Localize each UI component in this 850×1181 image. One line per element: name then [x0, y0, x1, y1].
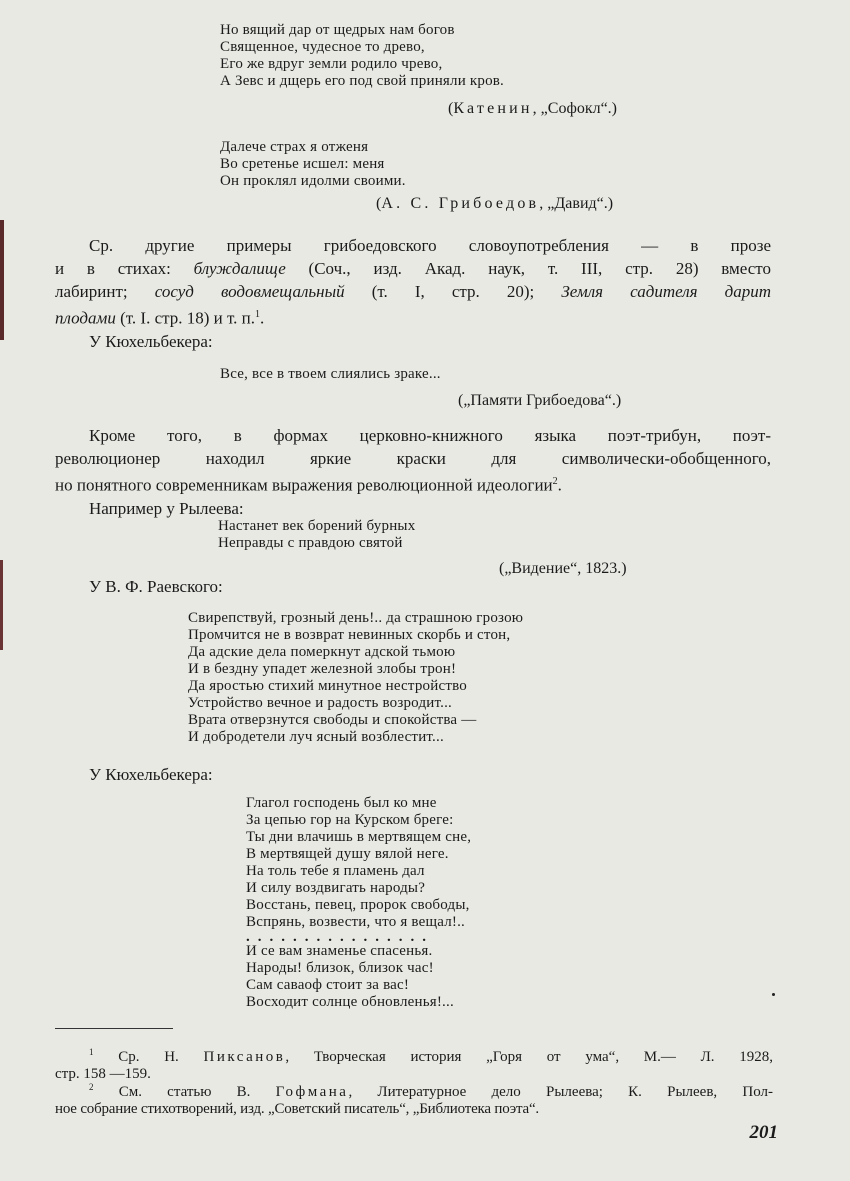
print-speck	[772, 993, 775, 996]
verse-line: И в бездну упадет железной злобы трон!	[188, 661, 457, 677]
verse-line: Да яростью стихий минутное нестройство	[188, 678, 467, 694]
griboedov-attribution: (А. С. Грибоедов, „Давид“.)	[376, 195, 614, 212]
griboedov-verse	[220, 139, 406, 190]
verse-line: Его же вдруг земли родило чрево,	[220, 56, 443, 72]
raevsky-verse	[188, 610, 523, 746]
verse-line: Восходит солнце обновленья!...	[246, 994, 454, 1010]
lead-kuchelbecker-1: У Кюхельбекера:	[89, 332, 213, 351]
text-line: революционер находил яркие краски для символически-обобщенного,	[55, 449, 771, 468]
verse-line: На толь тебе я пламень дал	[246, 863, 425, 879]
footnote-1	[55, 1044, 773, 1083]
text-line: лабиринт; сосуд водовмещальный (т. I, стр. 20); Земля садителя дарит	[55, 282, 771, 301]
work-title: „Давид“.	[547, 195, 608, 212]
footnote-line: $^1$ Ср. Н. Пиксанов, Творческая история „Горя от ума“, М.— Л. 1928,	[89, 1047, 773, 1065]
katenin-verse	[220, 22, 504, 90]
verse-line: Восстань, певец, пророк свободы,	[246, 897, 470, 913]
verse-line: Врата отверзнутся свободы и спокойства —	[188, 712, 477, 728]
verse-line: И силу воздвигать народы?	[246, 880, 426, 896]
paragraph-griboedov-usage	[55, 234, 771, 330]
verse-line: Сам саваоф стоит за вас!	[246, 977, 410, 993]
verse-line: Промчится не в возврат невинных скорбь и стон,	[188, 627, 511, 643]
verse-line: Но вящий дар от щедрых нам богов	[220, 22, 455, 38]
kuchelbecker-verse-1	[220, 366, 441, 383]
text-line: но понятного современникам выражения революционной идеологии$^2$.	[55, 475, 562, 495]
text-line: и в стихах: блуждалище (Соч., изд. Акад. наук, т. III, стр. 28) вместо	[55, 259, 771, 278]
verse-line: За цепью гор на Курском бреге:	[246, 812, 454, 828]
verse-line: Народы! близок, близок час!	[246, 960, 434, 976]
page-edge-stain	[0, 220, 4, 340]
verse-line: Глагол господень был ко мне	[246, 795, 437, 811]
paragraph-revolutionary-language	[55, 424, 771, 520]
text-line: Например у Рылеева:	[89, 498, 244, 518]
verse-line: Да адские дела померкнут адской тьмою	[188, 644, 456, 660]
footnote-line: ное собрание стихотворений, изд. „Советский писатель“, „Библиотека поэта“.	[55, 1101, 539, 1117]
verse-line: Во сретенье исшел: меня	[220, 156, 385, 172]
ellipsis-dots: ................	[246, 929, 434, 945]
page-number: 201	[749, 1122, 778, 1143]
verse-line: Вспрянь, возвести, что я вещал!..	[246, 914, 466, 930]
verse-line: Свирепствуй, грозный день!.. да страшною грозою	[188, 610, 524, 626]
katenin-attribution: (Катенин, „Софокл“.)	[448, 100, 617, 117]
verse-line: Священное, чудесное то древо,	[220, 39, 425, 55]
verse-line: И добродетели луч ясный возблестит...	[188, 729, 444, 745]
verse-line: В мертвящей душу вялой неге.	[246, 846, 449, 862]
verse-line: Далече страх я отженя	[220, 139, 369, 155]
text-line: плодами (т. I. стр. 18) и т. п.$^1$.	[55, 308, 265, 328]
verse-line: Настанет век борений бурных	[218, 518, 416, 534]
ryleev-verse	[218, 518, 415, 552]
footnote-line: $^2$ См. статью В. Гофмана, Литературное дело Рылеева; К. Рылеев, Пол-	[89, 1082, 773, 1100]
footnote-2	[55, 1079, 773, 1118]
kuchelbecker-attribution-1: („Памяти Грибоедова“.)	[458, 392, 622, 409]
verse-line: Ты дни влачишь в мертвящем сне,	[246, 829, 472, 845]
author-name: А. С. Грибоедов	[381, 195, 540, 212]
verse-line: Неправды с правдою святой	[218, 535, 403, 551]
lead-raevsky: У В. Ф. Раевского:	[89, 577, 223, 596]
ryleev-attribution: („Видение“, 1823.)	[499, 560, 627, 577]
footnote-ref: 2	[552, 476, 558, 487]
text-line: Кроме того, в формах церковно-книжного языка поэт-трибун, поэт-	[89, 426, 771, 445]
kuchelbecker-verse-2	[246, 795, 471, 1011]
footnote-separator	[55, 1028, 173, 1029]
text-line: Ср. другие примеры грибоедовского словоупотребления — в прозе	[89, 236, 771, 255]
verse-line: И се вам знаменье спасенья.	[246, 943, 433, 959]
footnote-line: стр. 158 —159.	[55, 1066, 151, 1082]
work-title: „Софокл“.	[540, 100, 612, 117]
lead-kuchelbecker-2: У Кюхельбекера:	[89, 765, 213, 784]
verse-line: Он проклял идолми своими.	[220, 173, 406, 189]
verse-line: А Зевс и дщерь его под свой приняли кров.	[220, 73, 505, 89]
page-edge-stain	[0, 560, 3, 650]
verse-line: Все, все в твоем слиялись зраке...	[220, 366, 441, 382]
author-name: Катенин	[453, 100, 533, 117]
verse-line: Устройство вечное и радость возродит...	[188, 695, 452, 711]
footnote-ref: 1	[255, 309, 261, 320]
